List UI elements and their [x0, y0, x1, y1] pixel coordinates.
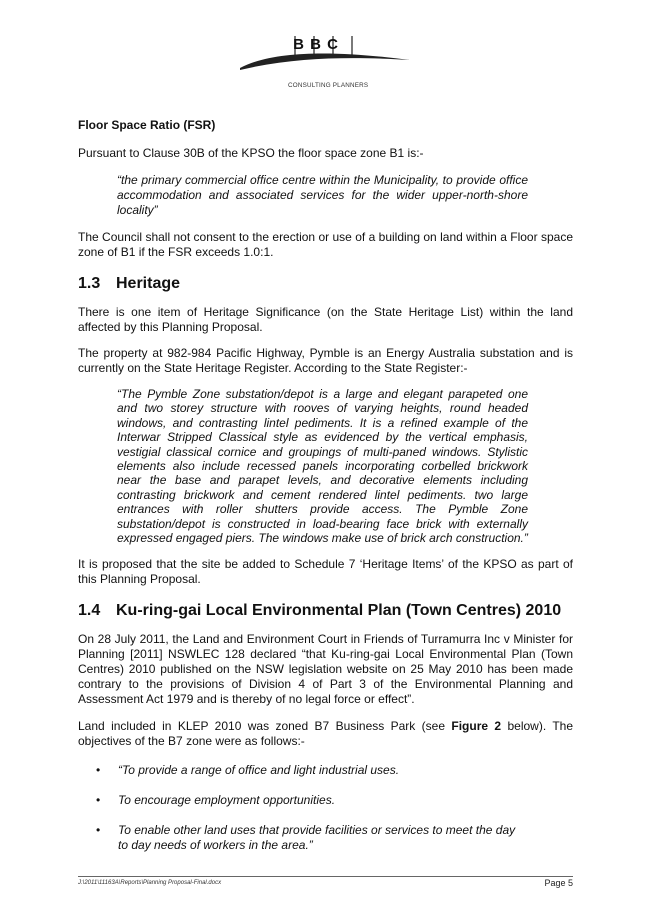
bullet-icon: •	[96, 793, 101, 808]
objective-text-2: To encourage employment opportunities.	[118, 793, 336, 808]
bullet-icon: •	[96, 763, 101, 778]
objective-text-1: “To provide a range of office and light industrial uses.	[118, 763, 400, 778]
heritage-heading	[78, 274, 573, 294]
logo-letters	[290, 36, 341, 53]
footer-divider	[78, 876, 573, 877]
klep-paragraph-2	[78, 719, 573, 749]
fsr-paragraph: The Council shall not consent to the erection or use of a building on land within a Floor space zone of B1 if the FSR exceeds 1.0:1.	[78, 230, 573, 259]
heritage-paragraph-3: It is proposed that the site be added to Schedule 7 ‘Heritage Items’ of the KPSO as part of this Planning Proposal.	[78, 557, 573, 587]
logo-letter-b2: B	[310, 36, 321, 53]
klep-heading	[78, 601, 573, 621]
objective-text-3: To enable other land uses that provide facilities or services to meet the day to day needs of workers in the area.”	[118, 823, 516, 853]
list-item	[78, 763, 528, 778]
klep-para2-after: below). The objectives of the B7 zone were as follows:-	[78, 719, 573, 749]
klep-paragraph-1: On 28 July 2011, the Land and Environment Court in Friends of Turramurra Inc v Minister for Planning [2011] NSWLEC 128 declared “that Ku-ring-gai Local Environmental Plan (Town Centres) 2010 published on the NSW legislation website on 25 May 2010 has been made contrary to the provisions of Division 4 of Part 3 of the Environmental Planning and Assessment Act 1979 and is thereby of no legal force or effect”.	[78, 632, 573, 707]
logo-letter-c: C	[327, 36, 338, 53]
page-number: Page 5	[544, 878, 573, 888]
klep-number: 1.4	[78, 602, 101, 620]
heritage-quote: “The Pymble Zone substation/depot is a large and elegant parapeted one and two storey structure with rooves of varying heights, round headed windows, and contrasting lintel pediments. It is a refined example of the Interwar Stripped Classical style as evidenced by the vertical emphasis, vestigial classical cornice and groupings of multi-paned windows. Stylistic elements also include recessed panels incorporating corbelled brickwork near the base and parapet levels, and decorative elements including contrasting brickwork and cement rendered lintel pediments. two large entrances with roller shutters provide access. The Pymble Zone substation/depot is constructed in load-bearing face brick with externally expressed engaged piers. The windows make use of brick arch construction.”	[117, 387, 528, 546]
fsr-heading: Floor Space Ratio (FSR)	[78, 118, 216, 132]
fsr-intro: Pursuant to Clause 30B of the KPSO the floor space zone B1 is:-	[78, 146, 424, 160]
heritage-title: Heritage	[116, 275, 181, 292]
list-item	[78, 823, 528, 853]
bullet-icon: •	[96, 823, 101, 838]
klep-title: Ku-ring-gai Local Environmental Plan (Town Centres) 2010	[116, 602, 562, 620]
logo-letter-b1: B	[293, 36, 304, 53]
figure-2-reference: Figure 2	[451, 719, 502, 734]
objectives-list	[78, 763, 573, 853]
klep-para2-before: Land included in KLEP 2010 was zoned B7 Business Park (see	[78, 719, 452, 734]
bbc-logo	[238, 30, 413, 92]
page-content	[78, 112, 573, 853]
heritage-paragraph-1: There is one item of Heritage Significance (on the State Heritage List) within the land affected by this Planning Proposal.	[78, 305, 573, 334]
heritage-paragraph-2: The property at 982-984 Pacific Highway, Pymble is an Energy Australia substation and is currently on the State Heritage Register. According to the State Register:-	[78, 346, 573, 375]
heritage-number: 1.3	[78, 275, 101, 292]
list-item	[78, 793, 528, 808]
footer-file-path: J:\2011\11163A\Reports\Planning Proposal-Final.docx	[78, 880, 222, 886]
fsr-quote: “the primary commercial office centre within the Municipality, to provide office accommodation and associated services for the wider upper-north-shore locality”	[117, 173, 528, 217]
logo-tagline: CONSULTING PLANNERS	[288, 82, 369, 89]
